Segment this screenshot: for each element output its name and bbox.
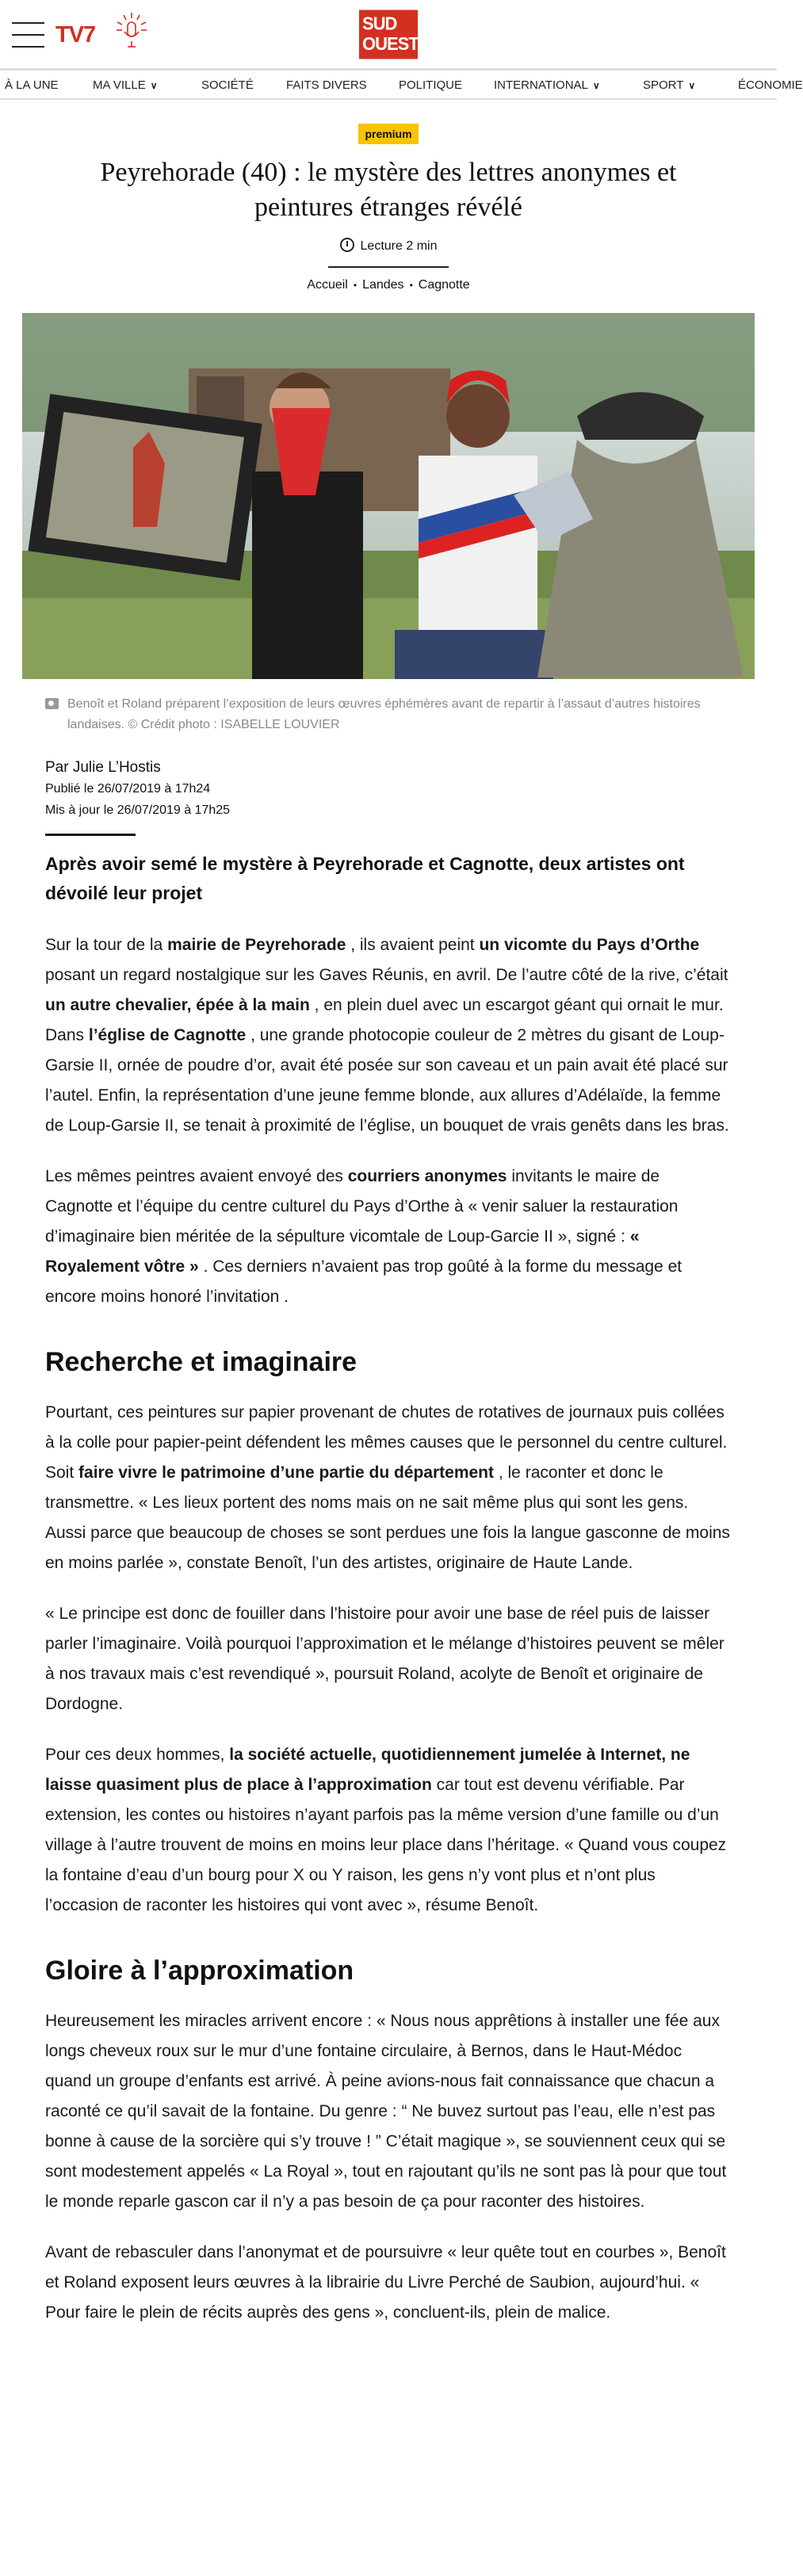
paragraph <box>45 930 732 1141</box>
site-header <box>0 0 777 68</box>
nav-politique[interactable] <box>399 78 462 92</box>
text: , en plein duel avec un escargot géant qui ornait le mur. Dans <box>45 996 724 1044</box>
nav-label: POLITIQUE <box>399 78 463 92</box>
text: , ils avaient peint <box>346 936 480 954</box>
divider <box>328 266 449 268</box>
author[interactable]: Par Julie L’Hostis <box>45 759 161 776</box>
nav-international[interactable] <box>494 78 600 92</box>
nav-ma-ville[interactable] <box>93 78 158 92</box>
paragraph <box>45 1740 732 1921</box>
reading-time-label: Lecture 2 min <box>360 239 438 253</box>
premium-badge: premium <box>358 124 419 144</box>
bold-text: faire vivre le patrimoine d’une partie du département <box>78 1464 495 1482</box>
photo-caption <box>45 694 711 735</box>
nav-label: SOCIÉTÉ <box>201 78 254 92</box>
breadcrumb-cagnotte[interactable]: Cagnotte <box>418 278 470 292</box>
article-meta <box>45 758 230 836</box>
reading-time <box>0 238 777 254</box>
chevron-down-icon: ∨ <box>150 80 158 91</box>
text: car tout est devenu vérifiable. Par extension, les contes ou histoires n’ayant parfois pas la même version d’une famille ou d’un village à l’autre trouvent de moins en moins leur place dans l’héritage. « Quand vous coupez la fontaine d’eau d’un bourg pour X ou Y raison, les gens n’y vont plus et n’ont plus l’occasion de raconter les histoires qui vont avec », résume Benoît. <box>45 1776 727 1914</box>
nav-label: À LA UNE <box>5 78 59 92</box>
paragraph <box>45 1162 732 1312</box>
article-title: Peyrehorade (40) : le mystère des lettres anonymes et peintures étranges révélé <box>100 158 677 222</box>
paragraph <box>45 2006 732 2217</box>
breadcrumb <box>0 278 777 292</box>
text: Heureusement les miracles arrivent encore : « Nous nous apprêtions à installer une fée aux longs cheveux roux sur le mur d’une fontaine circulaire, à Bernos, dans le Haut-Médoc quand un groupe d’enfants est arrivé. À peine avions-nous fait connaissance que chacun a raconté ce qu’il savait de la fontaine. Du genre : “ Ne buvez surtout pas l’eau, elle n’est pas bonne à cause de la sorcière qui s’y trouve ! ” C’était magique », se souviennent ceux qui se sont modestement appelés « La Royal », tout en rajoutant qu’ils ne sont pas là pour que tout le monde reparle gascon car il n’y a pas besoin de ça pour raconter des histoires. <box>45 2012 727 2211</box>
nav-label: MA VILLE <box>93 78 146 92</box>
bold-text: la société actuelle, quotidiennement jumelée à Internet, ne laisse quasiment plus de place à l’approximation <box>45 1746 690 1794</box>
divider <box>45 834 136 836</box>
logo-line: SUD <box>362 13 397 34</box>
nav-label: SPORT <box>643 78 684 92</box>
nav-faits-divers[interactable] <box>286 78 367 92</box>
text: Sur la tour de la <box>45 936 168 954</box>
nav-label: INTERNATIONAL <box>494 78 588 92</box>
tv7-link[interactable]: TV7 <box>55 22 96 48</box>
bold-text: « Royalement vôtre » <box>45 1227 640 1276</box>
text: Avant de rebasculer dans l’anonymat et de poursuivre « leur quête tout en courbes », Benoît et Roland exposent leurs œuvres à la librairie du Livre Perché de Saubion, aujourd’hui. « Pour faire le plein de récits auprès des gens », concluent-ils, plein de malice. <box>45 2243 726 2322</box>
nav-label: ÉCONOMIE <box>738 78 803 92</box>
bold-text: l’église de Cagnotte <box>88 1026 247 1044</box>
breadcrumb-accueil[interactable]: Accueil <box>307 278 348 292</box>
updated-date: Mis à jour le 26/07/2019 à 17h25 <box>45 803 231 817</box>
paragraph <box>45 1599 732 1719</box>
paragraph <box>45 1398 732 1578</box>
bold-text: mairie de Peyrehorade <box>167 936 346 954</box>
nav-a-la-une[interactable] <box>5 78 59 92</box>
main-nav <box>0 68 803 100</box>
separator: • <box>353 280 358 291</box>
logo-line: OUEST <box>362 32 419 55</box>
section-heading: Recherche et imaginaire <box>45 1347 358 1377</box>
nav-sport[interactable] <box>643 78 695 92</box>
article-content <box>45 930 732 2328</box>
nav-societe[interactable] <box>201 78 254 92</box>
text: , une grande photocopie couleur de 2 mètres du gisant de Loup-Garsie II, ornée de poudre d’or, avait été posée sur son caveau et un pain avait été placé sur l’autel. Enfin, la représentation d’une jeune femme blonde, aux allures d’Adélaïde, la femme de Loup-Garsie II, se tenait à proximité de l’église, un bouquet de vrais genêts dans les bras. <box>45 1026 729 1135</box>
bold-text: un autre chevalier, épée à la main <box>45 996 310 1014</box>
text: Les mêmes peintres avaient envoyé des <box>45 1167 348 1185</box>
sud-ouest-logo[interactable] <box>359 10 418 59</box>
nav-economie[interactable] <box>738 78 803 92</box>
published-date: Publié le 26/07/2019 à 17h24 <box>45 782 211 796</box>
article-lead: Après avoir semé le mystère à Peyrehorade et Cagnotte, deux artistes ont dévoilé leur projet <box>45 853 685 903</box>
chevron-down-icon: ∨ <box>592 80 600 91</box>
text: , le raconter et donc le transmettre. « Les lieux portent des noms mais on ne sait même plus qui sont les gens. Aussi parce que beaucoup de choses se sont perdues une fois la langue gasconne de moins en moins parlée », constate Benoît, l’un des artistes, originaire de Haute Lande. <box>45 1464 730 1572</box>
chevron-down-icon: ∨ <box>688 80 696 91</box>
nav-label: FAITS DIVERS <box>286 78 367 92</box>
text: invitants le maire de Cagnotte et l’équipe du centre culturel du Pays d’Orthe à « venir saluer la restauration d’imaginaire bien méritée de la sépulture vicomtale de Loup-Garcie II », signé : <box>45 1167 679 1246</box>
text: posant un regard nostalgique sur les Gaves Réunis, en avril. De l’autre côté de la rive, c’était <box>45 966 728 984</box>
text: Pour ces deux hommes, <box>45 1746 230 1764</box>
text: . Ces derniers n’avaient pas trop goûté à la forme du message et encore moins honoré l’invitation . <box>45 1257 683 1306</box>
bold-text: un vicomte du Pays d’Orthe <box>479 936 700 954</box>
clock-icon <box>340 238 354 252</box>
paragraph <box>45 2238 732 2328</box>
microphone-icon[interactable] <box>114 11 149 49</box>
article-photo[interactable] <box>22 313 755 679</box>
section-heading: Gloire à l’approximation <box>45 1956 354 1986</box>
bold-text: courriers anonymes <box>347 1167 507 1185</box>
text: Pourtant, ces peintures sur papier provenant de chutes de rotatives de journaux puis collées à la colle pour papier-peint défendent les mêmes causes que le personnel du centre culturel. Soit <box>45 1403 728 1482</box>
caption-text: Benoît et Roland préparent l’exposition de leurs œuvres éphémères avant de repartir à l’assaut d’autres histoires landaises. © Crédit photo : ISABELLE LOUVIER <box>67 697 701 731</box>
article-body <box>45 849 732 2349</box>
text: « Le principe est donc de fouiller dans l’histoire pour avoir une base de réel puis de laisser parler l’imaginaire. Voilà pourquoi l’approximation et le mélange d’histoires peuvent se mêler à nos travaux mais c’est revendiqué », poursuit Roland, acolyte de Benoît et originaire de Dordogne. <box>45 1605 725 1713</box>
breadcrumb-landes[interactable]: Landes <box>362 278 404 292</box>
menu-icon[interactable] <box>12 22 44 48</box>
separator: • <box>409 280 413 291</box>
camera-icon <box>45 698 59 709</box>
